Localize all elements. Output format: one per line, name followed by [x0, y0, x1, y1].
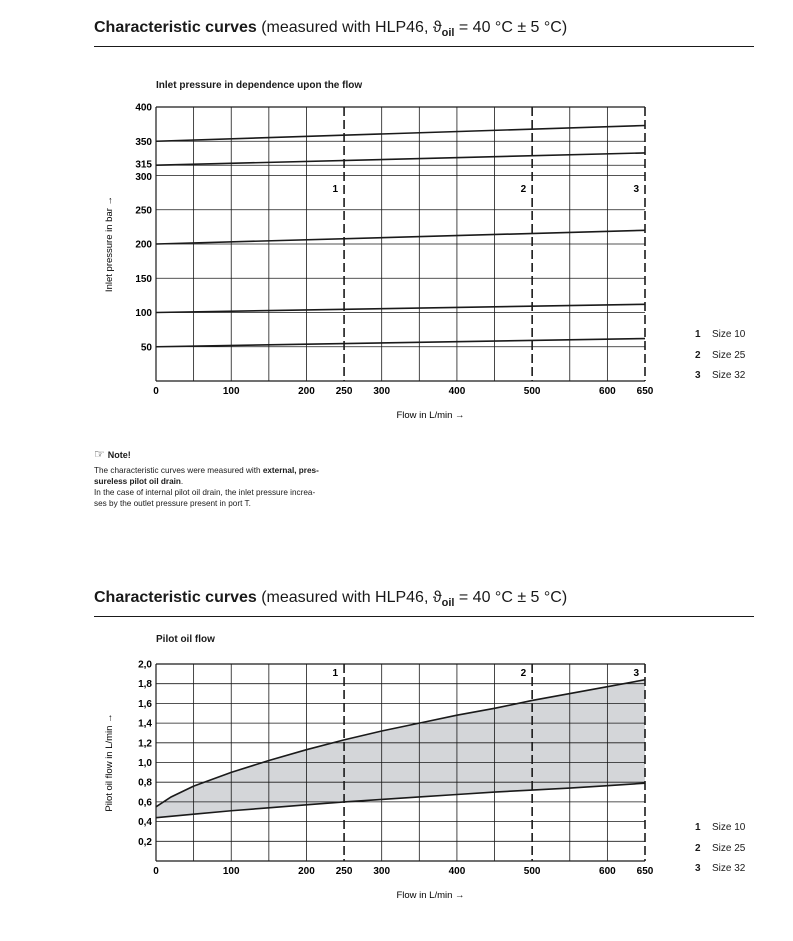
- x-tick-label: 400: [448, 866, 466, 877]
- legend-num: 1: [695, 329, 701, 340]
- x-tick-label: 100: [222, 866, 240, 877]
- legend-label: Size 32: [712, 863, 746, 874]
- x-tick-label: 600: [599, 386, 616, 397]
- x-tick-label: 300: [373, 386, 391, 397]
- legend-num: 2: [695, 842, 701, 854]
- legend-label: Size 10: [712, 822, 746, 833]
- section-title-rest: (measured with HLP46, ϑ: [256, 19, 442, 36]
- x-tick-label: 0: [153, 386, 159, 397]
- x-tick-label: 650: [636, 386, 654, 397]
- x-tick-label: 600: [599, 866, 616, 877]
- note-text: The characteristic curves were measured with: [94, 466, 263, 475]
- y-tick-label: 200: [135, 239, 152, 251]
- section-title-bold: Characteristic curves: [94, 589, 257, 606]
- x-axis-label: Flow in L/min →: [396, 890, 465, 901]
- size-marker-label: 2: [520, 184, 527, 195]
- y-tick-label: 250: [135, 205, 152, 217]
- note-line: In the case of internal pilot oil drain, the inlet pressure increa-: [94, 488, 316, 497]
- legend-label: Size 25: [712, 842, 746, 854]
- section-title-rest-b: = 40 °C ± 5 °C): [454, 19, 568, 36]
- chart-title-pilot-oil-flow: Pilot oil flow: [156, 634, 215, 645]
- x-tick-label: 250: [335, 386, 353, 397]
- legend-item: [695, 859, 745, 880]
- section-title-bold: Characteristic curves: [94, 19, 257, 36]
- x-tick-label: 200: [298, 386, 315, 397]
- x-tick-label: 650: [636, 866, 654, 877]
- y-axis-label: Inlet pressure in bar →: [104, 195, 115, 293]
- section-title-rest: (measured with HLP46, ϑ: [256, 589, 442, 606]
- note-text: .: [180, 477, 184, 486]
- note-heading-text: Note!: [107, 450, 131, 460]
- legend-num: 1: [695, 822, 701, 833]
- x-tick-label: 250: [335, 866, 353, 877]
- x-tick-label: 500: [523, 866, 541, 877]
- size-marker-label: 2: [520, 668, 527, 679]
- legend: [695, 818, 745, 880]
- legend-label: Size 25: [712, 349, 746, 361]
- y-tick-label: 350: [135, 136, 152, 148]
- legend-item: [695, 839, 745, 860]
- legend-num: 3: [695, 863, 701, 874]
- y-tick-label: 100: [135, 308, 152, 319]
- x-tick-label: 100: [222, 386, 240, 397]
- y-tick-label: 0,8: [138, 777, 152, 789]
- y-tick-label: 1,8: [138, 679, 152, 691]
- y-tick-label: 300: [135, 172, 152, 183]
- note-line: ses by the outlet pressure present in port T.: [94, 499, 251, 508]
- note-bold-text: sureless pilot oil drain: [94, 477, 181, 486]
- y-tick-label: 2,0: [138, 659, 152, 671]
- y-tick-label: 0,4: [138, 817, 152, 829]
- x-tick-label: 0: [153, 866, 159, 877]
- pointing-hand-icon: ☞: [94, 447, 105, 461]
- x-tick-label: 500: [523, 386, 541, 397]
- legend-label: Size 32: [712, 370, 746, 381]
- y-tick-label: 1,4: [138, 718, 152, 730]
- y-tick-label: 1,2: [138, 738, 152, 750]
- area-fill: [156, 680, 645, 818]
- chart-title-inlet-pressure: Inlet pressure in dependence upon the flow: [156, 80, 363, 91]
- y-tick-label: 1,0: [138, 758, 152, 769]
- y-tick-label: 0,6: [138, 797, 152, 809]
- section-title-sub: oil: [441, 597, 455, 610]
- size-marker-label: 1: [332, 668, 339, 679]
- x-tick-label: 200: [298, 866, 315, 877]
- y-tick-label: 50: [140, 342, 152, 354]
- x-axis-label: Flow in L/min →: [396, 410, 465, 421]
- section-title-rest-b: = 40 °C ± 5 °C): [454, 589, 568, 606]
- y-axis-label: Pilot oil flow in L/min →: [104, 713, 115, 812]
- note-bold-text: external, pres-: [262, 466, 319, 475]
- y-tick-label: 150: [135, 273, 152, 285]
- x-tick-label: 400: [448, 386, 466, 397]
- y-tick-label: 0,2: [138, 836, 152, 848]
- size-marker-label: 1: [332, 184, 339, 195]
- x-tick-label: 300: [373, 866, 391, 877]
- legend-num: 2: [695, 349, 701, 361]
- legend-num: 3: [695, 370, 701, 381]
- legend-item: [695, 818, 745, 839]
- section-title-sub: oil: [441, 27, 455, 40]
- legend-label: Size 10: [712, 329, 746, 340]
- size-marker-label: 3: [633, 184, 639, 195]
- size-marker-label: 3: [633, 668, 639, 679]
- y-tick-label: 315: [135, 159, 152, 171]
- y-tick-label: 1,6: [138, 698, 152, 710]
- y-tick-label: 400: [135, 102, 152, 114]
